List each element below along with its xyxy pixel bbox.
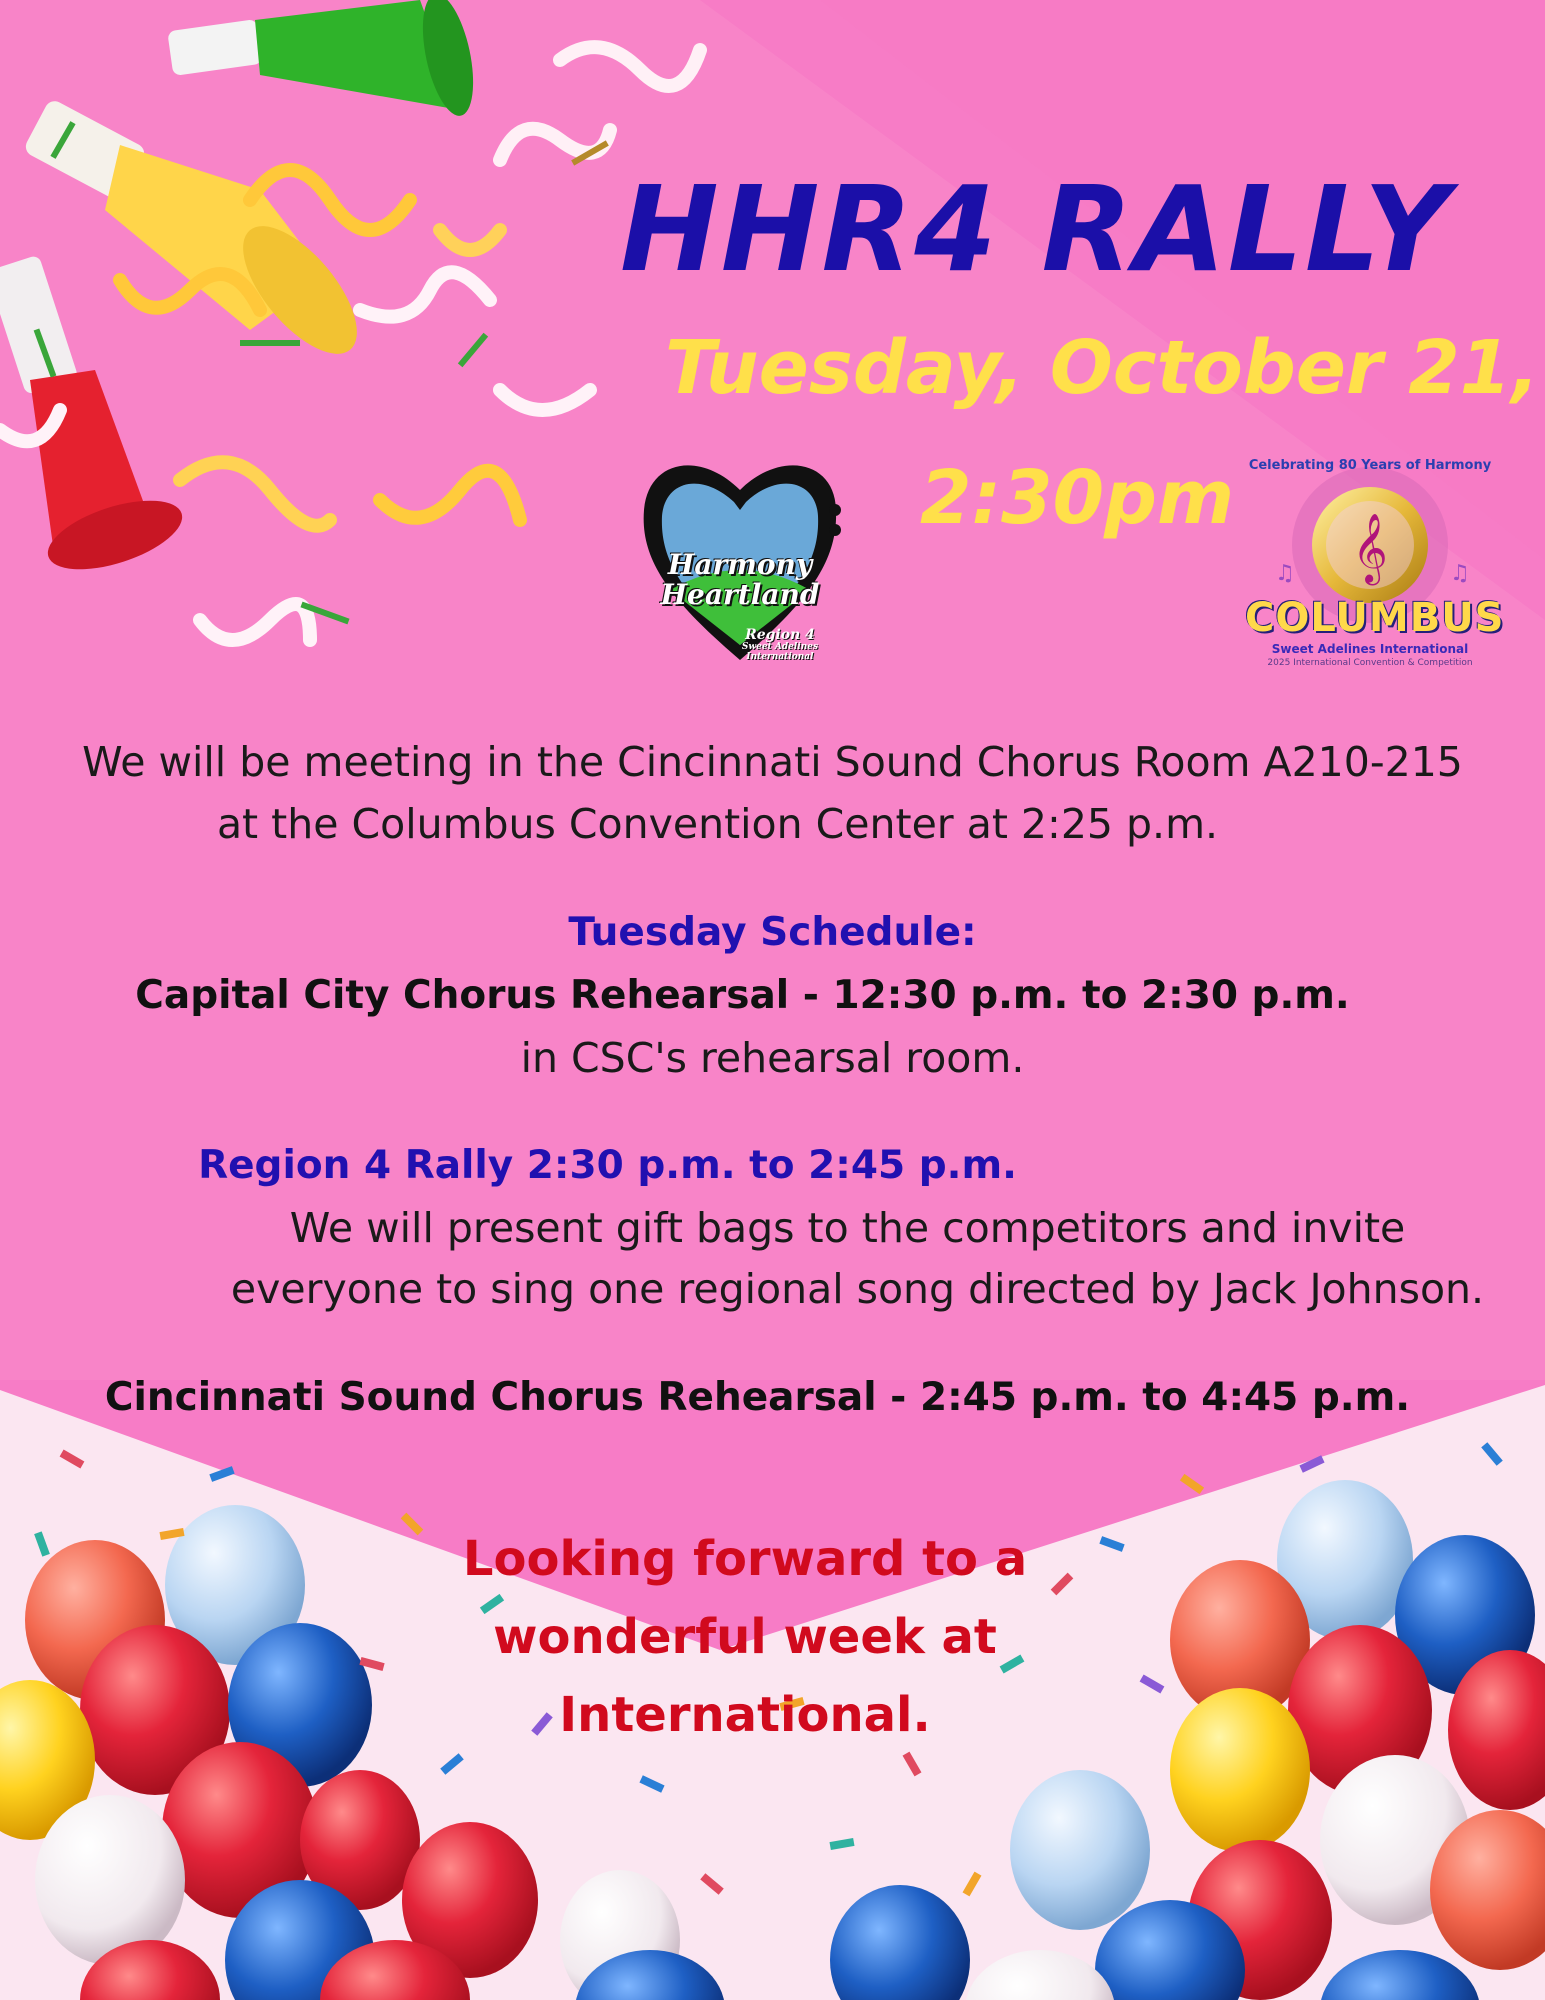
harmony-heartland-logo [630, 430, 850, 680]
svg-text:𝄞: 𝄞 [1352, 513, 1388, 583]
closing-block [0, 1520, 1490, 1754]
columbus-arc-text: Celebrating 80 Years of Harmony [1248, 458, 1492, 473]
schedule-item-rally: Region 4 Rally 2:30 p.m. to 2:45 p.m. [198, 1143, 1017, 1188]
columbus-name: COLUMBUS [1245, 595, 1505, 641]
logo-line-heartland: Heartland [660, 578, 820, 611]
schedule-item-cincinnati: Cincinnati Sound Chorus Rehearsal - 2:45 p.m. to 4:45 p.m. [104, 1375, 1411, 1420]
intro-line-2: at the Columbus Convention Center at 2:25 p.m. [216, 800, 1219, 848]
event-date: Tuesday, October 21, [665, 325, 1540, 411]
schedule-heading: Tuesday Schedule: [568, 910, 977, 955]
schedule-item-rally-detail-2: everyone to sing one regional song directed by Jack Johnson. [230, 1265, 1485, 1313]
rally-title: HHR4 RALLY [620, 160, 1452, 298]
logo-line-harmony: Harmony [667, 548, 813, 581]
columbus-org: Sweet Adelines International [1271, 642, 1469, 656]
logo-line-region: Region 4 [745, 627, 815, 643]
schedule-item-capital-city-detail: in CSC's rehearsal room. [520, 1034, 1025, 1082]
schedule-item-rally-detail-1: We will present gift bags to the competitors and invite [289, 1204, 1406, 1252]
intro-line-1: We will be meeting in the Cincinnati Sound Chorus Room A210-215 [82, 738, 1463, 786]
svg-text:♫: ♫ [1275, 561, 1295, 586]
closing-line-1: Looking forward to a [462, 1531, 1028, 1587]
svg-text:♫: ♫ [1450, 561, 1470, 586]
event-time: 2:30pm [920, 455, 1235, 541]
closing-line-2: wonderful week at [493, 1609, 997, 1665]
logo-line-intl: International [746, 652, 814, 662]
columbus-sub: 2025 International Convention & Competition [1267, 658, 1473, 668]
logo-line-sai: Sweet Adelines [741, 642, 819, 652]
schedule-item-capital-city: Capital City Chorus Rehearsal - 12:30 p.m. to 2:30 p.m. [135, 973, 1350, 1018]
closing-line-3: International. [559, 1687, 931, 1743]
columbus-convention-logo [1245, 450, 1505, 675]
